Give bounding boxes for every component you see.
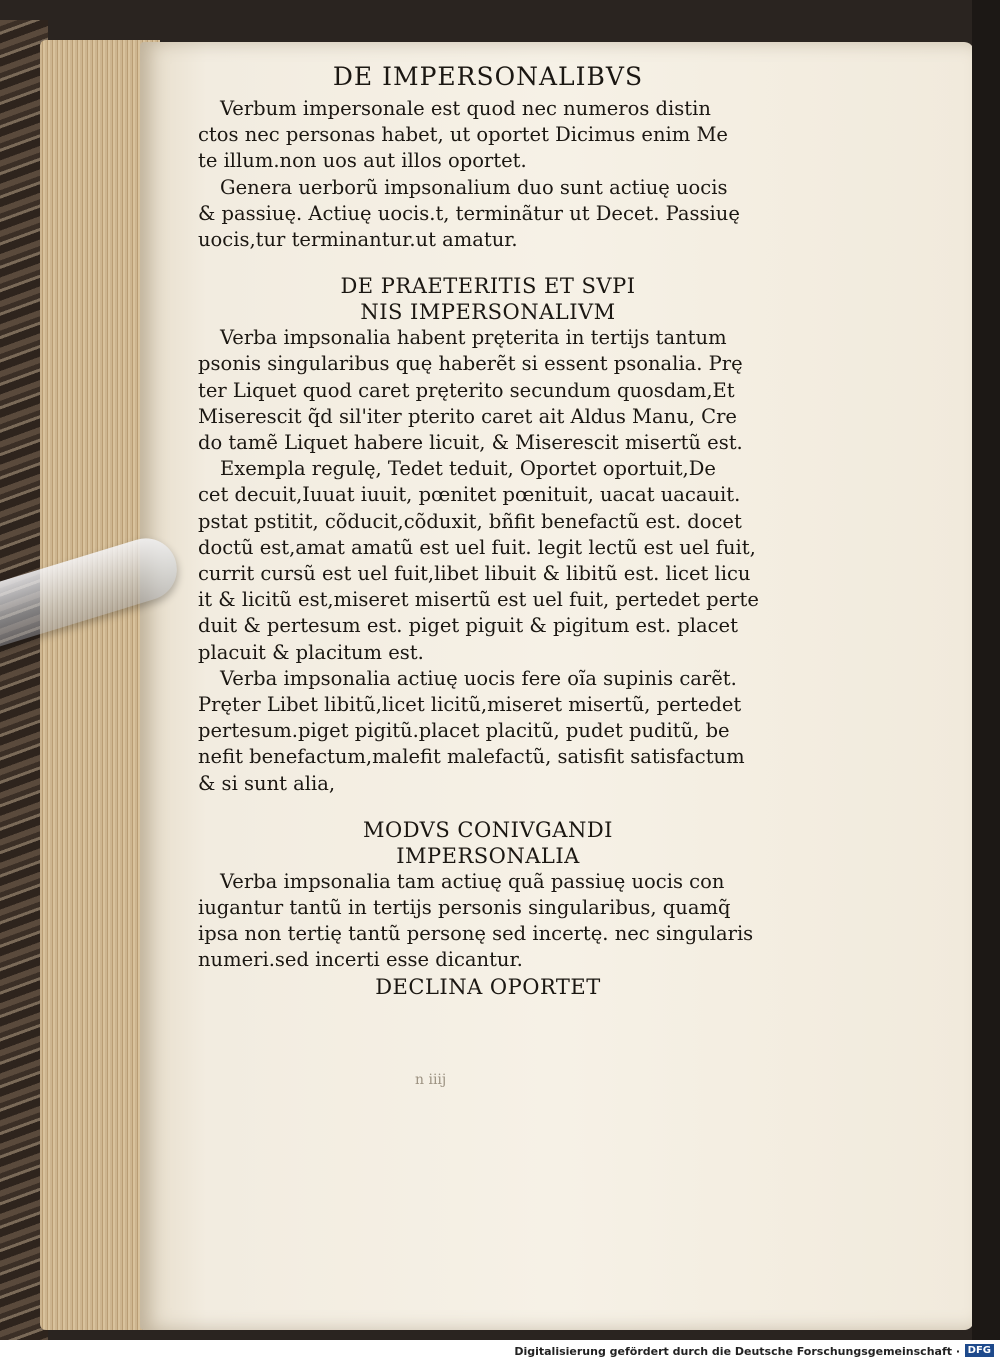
section-gap	[198, 253, 778, 273]
text-line: & passiuę. Actiuę uocis.t, terminãtur ut Decet. Passiuę	[198, 201, 740, 225]
section-heading: DE PRAETERITIS ET SVPI	[340, 274, 636, 299]
text-line: numeri.sed incerti esse dicantur.	[198, 948, 523, 972]
text-line: duit & pertesum est. piget piguit & pigitum est. placet	[198, 614, 738, 638]
text-line: Genera uerborũ impsonalium duo sunt actiuę uocis	[220, 175, 728, 199]
text-line: pertesum.piget pigitũ.placet placitũ, pudet puditũ, be	[198, 719, 730, 743]
section-heading: IMPERSONALIA	[396, 843, 580, 868]
paragraph	[198, 175, 778, 254]
text-line: Pręter Libet libitũ,licet licitũ,miseret misertũ, pertedet	[198, 693, 742, 717]
section-heading: DECLINA OPORTET	[375, 974, 601, 999]
page-text	[198, 60, 778, 1000]
text-line: Verba impsonalia actiuę uocis fere oĩa supinis carẽt.	[220, 666, 737, 690]
text-line: Miserescit q̃d sil'iter pterito caret ait Aldus Manu, Cre	[198, 404, 737, 428]
text-line: placuit & placitum est.	[198, 640, 424, 664]
dfg-logo: DFG	[965, 1344, 994, 1357]
page-title: DE IMPERSONALIBVS	[332, 62, 644, 91]
footer-bar	[0, 1340, 1000, 1365]
text-line: ctos nec personas habet, ut oportet Dicimus enim Me	[198, 123, 728, 147]
signature-mark: n iiij	[415, 1072, 447, 1088]
section-heading: MODVS CONIVGANDI	[363, 817, 613, 842]
text-line: ter Liquet quod caret pręterito secundum quosdam,Et	[198, 378, 735, 402]
text-line: Verba impsonalia habent pręterita in tertijs tantum	[220, 326, 727, 350]
text-line: psonis singularibus quę haberẽt si essent psonalia. Prę	[198, 352, 743, 376]
text-line: iugantur tantũ in tertijs personis singularibus, quamq̃	[198, 896, 731, 920]
text-line: Verbum impersonale est quod nec numeros distin	[220, 97, 711, 120]
text-line: pstat pstitit, cõducit,cõduxit, bñfit benefactũ est. docet	[198, 509, 742, 533]
text-line: Exempla regulę, Tedet teduit, Oportet oportuit,De	[220, 457, 716, 481]
funding-credit: Digitalisierung gefördert durch die Deutsche Forschungsgemeinschaft ·	[514, 1345, 960, 1358]
text-line: do tamẽ Liquet habere licuit, & Miserescit misertũ est.	[198, 431, 743, 455]
text-line: doctũ est,amat amatũ est uel fuit. legit lectũ est uel fuit,	[198, 535, 756, 559]
section-heading: NIS IMPERSONALIVM	[360, 300, 616, 325]
paragraph	[198, 869, 778, 974]
text-line: te illum.non uos aut illos oportet.	[198, 149, 527, 173]
paragraph	[198, 456, 778, 666]
text-line: it & licitũ est,miseret misertũ est uel fuit, pertedet perte	[198, 588, 759, 612]
paragraph	[198, 325, 778, 456]
text-line: & si sunt alia,	[198, 771, 336, 795]
text-line: currit cursũ est uel fuit,libet libuit & libitũ est. licet licu	[198, 562, 751, 586]
cover-right-edge	[972, 0, 1000, 1340]
text-line: nefit benefactum,malefit malefactũ, satisfit satisfactum	[198, 745, 745, 769]
paragraph	[198, 666, 778, 797]
paragraph	[198, 96, 778, 175]
text-line: Verba impsonalia tam actiuę quã passiuę uocis con	[220, 869, 725, 893]
text-line: cet decuit,Iuuat iuuit, pœnitet pœnituit, uacat uacauit.	[198, 483, 741, 507]
text-line: uocis,tur terminantur.ut amatur.	[198, 228, 518, 252]
section-gap	[198, 797, 778, 817]
text-line: ipsa non tertię tantũ personę sed incertę. nec singularis	[198, 922, 754, 946]
